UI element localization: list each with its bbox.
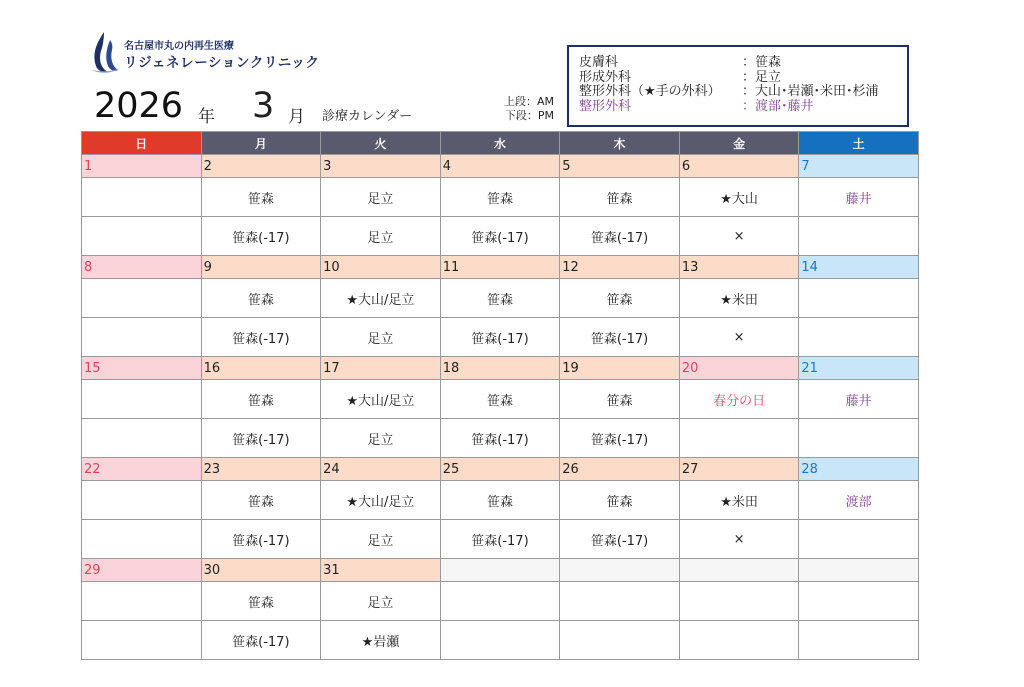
date-cell — [799, 559, 919, 582]
date-cell — [440, 559, 560, 582]
legend-row — [579, 56, 907, 71]
month: 3 — [252, 86, 275, 126]
pm-cell: 笹森(-17) — [560, 217, 680, 256]
am-cell: 笹森 — [560, 279, 680, 318]
am-cell — [82, 582, 202, 621]
calendar-label: 診療カレンダー — [322, 109, 413, 124]
date-cell: 13 — [679, 256, 799, 279]
date-cell: 19 — [560, 357, 680, 380]
pm-cell — [440, 621, 560, 660]
pm-cell: 笹森(-17) — [440, 318, 560, 357]
date-cell: 17 — [321, 357, 441, 380]
am-cell: ★米田 — [679, 279, 799, 318]
date-cell: 2 — [201, 155, 321, 178]
am-cell: 笹森 — [560, 481, 680, 520]
pm-cell: 笹森(-17) — [440, 217, 560, 256]
weekday-thu: 木 — [560, 132, 680, 155]
pm-label: 下段：PM — [504, 109, 554, 122]
pm-cell — [82, 621, 202, 660]
date-cell: 16 — [201, 357, 321, 380]
date-cell: 4 — [440, 155, 560, 178]
holiday-cell: 春分の日 — [679, 380, 799, 419]
am-cell: 笹森 — [201, 178, 321, 217]
am-cell — [799, 279, 919, 318]
am-cell: 笹森 — [560, 380, 680, 419]
am-cell — [799, 582, 919, 621]
date-row — [82, 458, 919, 481]
date-cell: 10 — [321, 256, 441, 279]
am-row — [82, 178, 919, 217]
am-cell — [560, 582, 680, 621]
am-cell — [440, 582, 560, 621]
pm-cell: 笹森(-17) — [201, 520, 321, 559]
am-label: 上段：AM — [503, 95, 554, 108]
date-cell: 28 — [799, 458, 919, 481]
pm-cell: 足立 — [321, 520, 441, 559]
clinic-name-line1: 名古屋市丸の内再生医療 — [124, 41, 234, 52]
pm-cell — [679, 419, 799, 458]
am-cell: 藤井 — [799, 380, 919, 419]
legend-dept: 形成外科 — [579, 69, 632, 85]
pm-cell: 笹森(-17) — [560, 520, 680, 559]
am-row — [82, 582, 919, 621]
date-cell: 12 — [560, 256, 680, 279]
am-pm-note — [496, 95, 554, 123]
date-cell: 29 — [82, 559, 202, 582]
pm-cell: 足立 — [321, 217, 441, 256]
legend-dept: 皮膚科 — [579, 55, 619, 70]
month-unit: 月 — [288, 107, 305, 127]
date-row — [82, 256, 919, 279]
legend-doctors: ：笹森 — [742, 55, 782, 70]
date-cell: 8 — [82, 256, 202, 279]
department-legend — [567, 45, 909, 127]
date-cell — [560, 559, 680, 582]
legend-row — [579, 71, 907, 86]
pm-row — [82, 419, 919, 458]
legend-doctors: ：足立 — [742, 69, 782, 85]
pm-cell — [799, 419, 919, 458]
date-cell: 21 — [799, 357, 919, 380]
pm-cell — [679, 621, 799, 660]
legend-dept: 整形外科 — [579, 98, 632, 114]
date-cell: 27 — [679, 458, 799, 481]
am-cell — [82, 380, 202, 419]
pm-cell: 笹森(-17) — [201, 318, 321, 357]
am-cell: 笹森 — [560, 178, 680, 217]
pm-cell: 足立 — [321, 318, 441, 357]
pm-cell: × — [679, 217, 799, 256]
pm-cell: 足立 — [321, 419, 441, 458]
pm-cell: 笹森(-17) — [201, 217, 321, 256]
am-cell: 笹森 — [440, 380, 560, 419]
pm-row — [82, 318, 919, 357]
calendar-title — [94, 84, 564, 128]
pm-row — [82, 621, 919, 660]
am-cell: 足立 — [321, 582, 441, 621]
date-cell: 24 — [321, 458, 441, 481]
legend-dept: 整形外科（★手の外科） — [579, 84, 721, 99]
pm-cell — [799, 217, 919, 256]
pm-cell — [82, 520, 202, 559]
legend-doctors: ：渡部･藤井 — [742, 98, 814, 114]
pm-cell — [799, 318, 919, 357]
am-row — [82, 481, 919, 520]
weekday-sat: 土 — [799, 132, 919, 155]
date-cell: 3 — [321, 155, 441, 178]
date-cell: 31 — [321, 559, 441, 582]
date-row — [82, 357, 919, 380]
date-cell: 5 — [560, 155, 680, 178]
pm-cell: × — [679, 318, 799, 357]
legend-row — [579, 85, 907, 100]
weekday-tue: 火 — [321, 132, 441, 155]
am-cell: ★大山 — [679, 178, 799, 217]
weekday-mon: 月 — [201, 132, 321, 155]
am-cell: 藤井 — [799, 178, 919, 217]
am-cell — [82, 481, 202, 520]
date-cell: 22 — [82, 458, 202, 481]
am-cell — [82, 178, 202, 217]
date-cell: 23 — [201, 458, 321, 481]
am-cell: 笹森 — [201, 582, 321, 621]
pm-cell: 笹森(-17) — [201, 419, 321, 458]
pm-cell: × — [679, 520, 799, 559]
pm-cell: 笹森(-17) — [560, 419, 680, 458]
am-cell: ★米田 — [679, 481, 799, 520]
pm-cell — [82, 217, 202, 256]
weekday-fri: 金 — [679, 132, 799, 155]
clinic-logo — [88, 30, 348, 80]
pm-cell: 笹森(-17) — [201, 621, 321, 660]
pm-cell — [82, 318, 202, 357]
am-row — [82, 380, 919, 419]
clinic-logo-icon — [88, 30, 120, 74]
legend-row — [579, 100, 907, 115]
pm-cell — [799, 520, 919, 559]
calendar-grid — [81, 131, 919, 660]
date-cell: 6 — [679, 155, 799, 178]
date-cell: 7 — [799, 155, 919, 178]
date-cell: 9 — [201, 256, 321, 279]
pm-cell — [799, 621, 919, 660]
date-cell: 11 — [440, 256, 560, 279]
pm-cell — [82, 419, 202, 458]
date-row — [82, 155, 919, 178]
date-cell: 20 — [679, 357, 799, 380]
pm-cell — [560, 621, 680, 660]
am-cell: 渡部 — [799, 481, 919, 520]
date-cell: 1 — [82, 155, 202, 178]
date-cell: 18 — [440, 357, 560, 380]
am-cell: ★大山/足立 — [321, 380, 441, 419]
weekday-sun: 日 — [82, 132, 202, 155]
am-cell: 笹森 — [201, 380, 321, 419]
am-cell: 笹森 — [440, 279, 560, 318]
date-cell: 15 — [82, 357, 202, 380]
clinic-name-line2: リジェネレーションクリニック — [124, 55, 320, 71]
am-cell: 笹森 — [440, 481, 560, 520]
weekday-header-row — [82, 132, 919, 155]
date-cell: 14 — [799, 256, 919, 279]
am-cell: 足立 — [321, 178, 441, 217]
legend-doctors: ：大山･岩瀬･米田･杉浦 — [742, 84, 879, 99]
am-cell — [82, 279, 202, 318]
pm-cell: 笹森(-17) — [440, 419, 560, 458]
pm-row — [82, 520, 919, 559]
year: 2026 — [94, 86, 184, 126]
pm-row — [82, 217, 919, 256]
am-cell — [679, 582, 799, 621]
pm-cell: ★岩瀬 — [321, 621, 441, 660]
am-cell: ★大山/足立 — [321, 481, 441, 520]
pm-cell: 笹森(-17) — [560, 318, 680, 357]
am-cell: 笹森 — [440, 178, 560, 217]
am-cell: ★大山/足立 — [321, 279, 441, 318]
year-unit: 年 — [198, 107, 215, 127]
am-cell: 笹森 — [201, 481, 321, 520]
date-cell: 25 — [440, 458, 560, 481]
date-cell — [679, 559, 799, 582]
date-cell: 30 — [201, 559, 321, 582]
date-cell: 26 — [560, 458, 680, 481]
am-cell: 笹森 — [201, 279, 321, 318]
date-row — [82, 559, 919, 582]
weekday-wed: 水 — [440, 132, 560, 155]
am-row — [82, 279, 919, 318]
pm-cell: 笹森(-17) — [440, 520, 560, 559]
